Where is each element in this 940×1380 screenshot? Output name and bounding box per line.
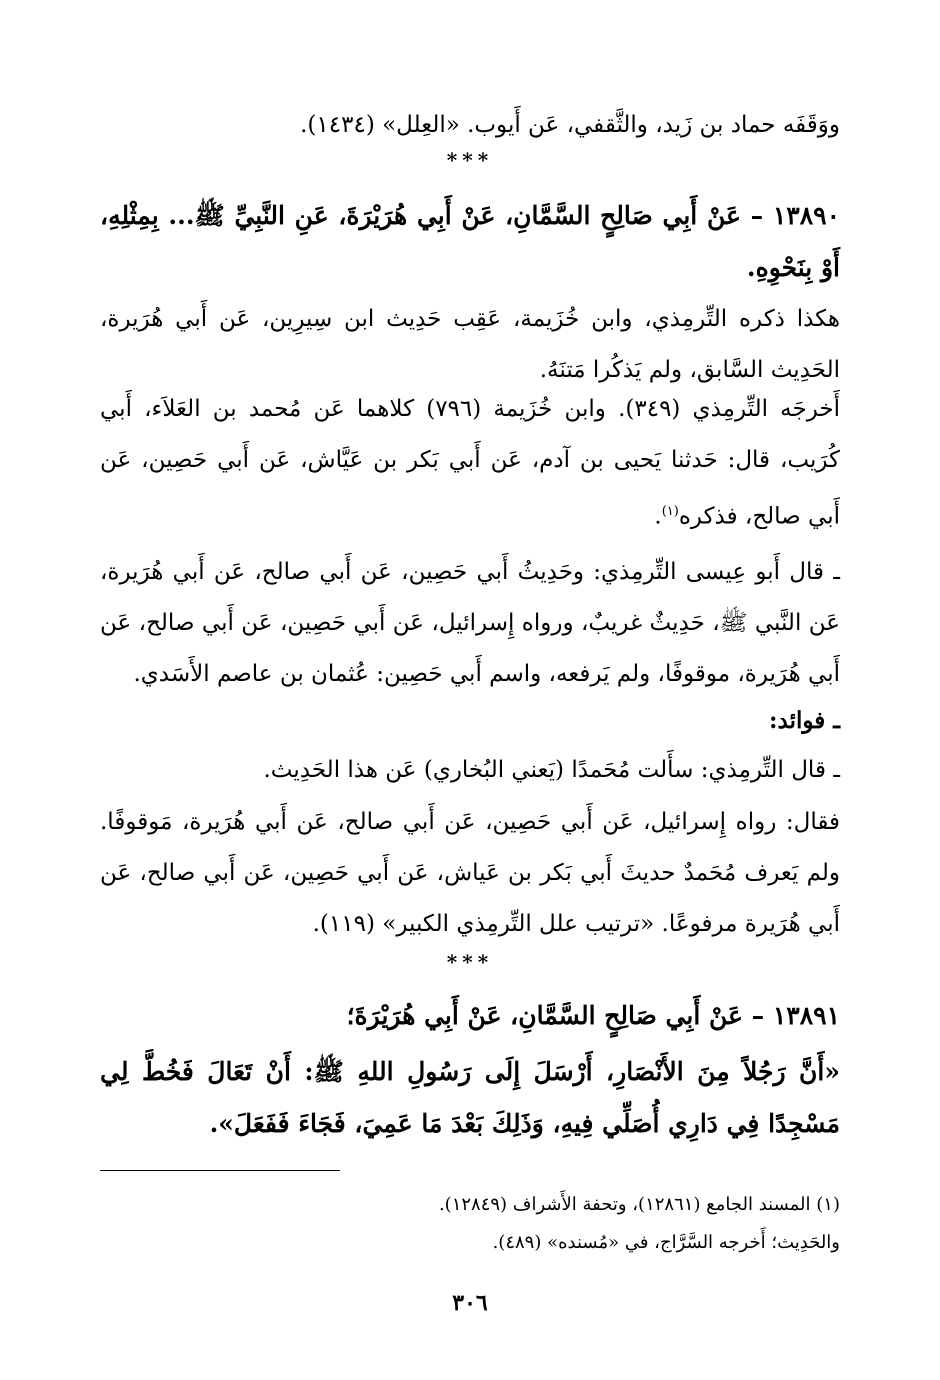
section-separator: ***	[446, 148, 494, 172]
page-number: ٣٠٦	[452, 1290, 488, 1316]
footnote-1: (١) المسند الجامع (١٢٨٦١)، وتحفة الأَشراف (١٢٨٤٩).	[438, 1194, 840, 1215]
commentary-paragraph: هكذا ذكره التِّرمِذي، وابن خُزَيمة، عَقِب حَدِيث ابن سِيرِين، عَن أَبي هُرَيرة، الحَدِيث السَّابق، ولم يَذكُرا مَتنَهُ.	[100, 306, 840, 383]
bukhari-paragraph: فقال: رواه إِسرائيل، عَن أَبي حَصِين، عَن أَبي صالح، عَن أَبي هُرَيرة، مَوقوفًا. ولم يَعرف مُحَمدٌ حديثَ أَبي بَكر بن عَياش، عَن أَبي حَصِين، عَن أَبي صالح، عَن أَبي هُرَيرة مرفوعًا. «ترتيب علل التِّرمِذي الكبير» (١١٩).	[100, 809, 840, 937]
hadith-heading-13890: ١٣٨٩٠ – عَنْ أَبِي صَالِحٍ السَّمَّانِ، عَنْ أَبِي هُرَيْرَةَ، عَنِ النَّبِيِّ ﷺ... بِمِثْلِهِ، أَوْ بِنَحْوِهِ.	[100, 201, 840, 282]
takhrij-end: .	[654, 503, 662, 530]
section-separator: ***	[446, 950, 494, 974]
hadith-text: «أَنَّ رَجُلاً مِنَ الأَنْصَارِ، أَرْسَلَ إِلَى رَسُولِ اللهِ ﷺ: أَنْ تَعَالَ فَخُطَّ لِي مَسْجِدًا فِي دَارِي أُصَلِّي فِيهِ، وَذَلِكَ بَعْدَ مَا عَمِيَ، فَجَاءَ فَفَعَلَ».	[100, 1057, 840, 1138]
tirmidhi-paragraph: ـ قال أَبو عِيسى التِّرمِذي: وحَدِيثُ أَبي حَصِين، عَن أَبي صالح، عَن أَبي هُرَيرة، عَن النَّبي ﷺ، حَدِيثٌ غريبٌ، ورواه إِسرائيل، عَن أَبي حَصِين، عَن أَبي صالح، عَن أَبي هُرَيرة، موقوفًا، ولم يَرفعه، واسم أَبي حَصِين: عُثمان بن عاصم الأَسَدي.	[100, 559, 840, 687]
footnote-divider	[100, 1170, 340, 1171]
hadith-heading-13891: ١٣٨٩١ – عَنْ أَبِي صَالِحٍ السَّمَّانِ، عَنْ أَبِي هُرَيْرَةَ؛	[346, 1001, 840, 1030]
fawaid-heading: ـ فوائد:	[769, 707, 840, 734]
takhrij-paragraph	[100, 384, 840, 543]
footnote-ref: (١)	[661, 504, 679, 519]
takhrij-text: أَخرجَه التِّرمِذي (٣٤٩). وابن خُزَيمة (٧٩٦) كلاهما عَن مُحمد بن العَلاَء، أَبي كُرَيب، قال: حَدثنا يَحيى بن آدم، عَن أَبي بَكر بن عَيَّاش، عَن أَبي حَصِين، عَن أَبي صالح، فذكره	[100, 396, 840, 530]
fawaid-paragraph: ـ قال التِّرمِذي: سأَلت مُحَمدًا (يَعني البُخاري) عَن هذا الحَدِيث.	[263, 757, 840, 783]
text-line: ووَقَفَه حماد بن زَيد، والثَّقفي، عَن أَيوب. «العِلل» (١٤٣٤).	[300, 112, 840, 138]
footnote-2: والحَدِيث؛ أَخرجه السَّرَّاج، في «مُسنده» (٤٨٩).	[492, 1232, 840, 1253]
